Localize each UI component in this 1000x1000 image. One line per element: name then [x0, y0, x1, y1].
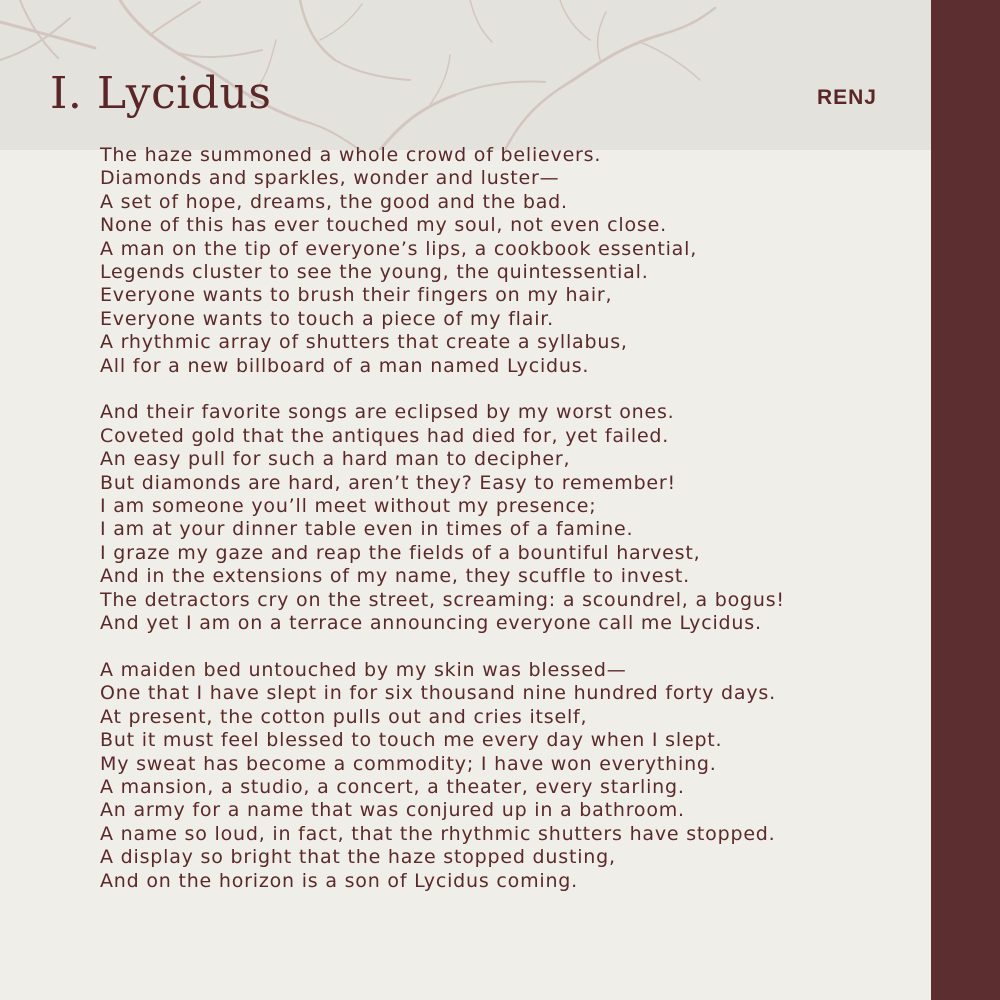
stanza-2 [100, 401, 900, 635]
poem-line: A rhythmic array of shutters that create a syllabus, [100, 331, 628, 354]
poem-line: And their favorite songs are eclipsed by my worst ones. [100, 401, 675, 424]
stanza-3 [100, 659, 900, 893]
poem-line: A man on the tip of everyone’s lips, a cookbook essential, [100, 237, 698, 260]
poem-line: None of this has ever touched my soul, not even close. [100, 214, 667, 237]
poem-line: Everyone wants to touch a piece of my flair. [100, 307, 554, 330]
poem-line: A name so loud, in fact, that the rhythmic shutters have stopped. [100, 822, 776, 845]
poem-line: One that I have slept in for six thousand nine hundred forty days. [100, 682, 776, 705]
author-name: RENJ [816, 86, 877, 109]
poem-line: I graze my gaze and reap the fields of a bountiful harvest, [100, 541, 701, 564]
poem-line: An army for a name that was conjured up in a bathroom. [100, 799, 685, 822]
poem-line: But diamonds are hard, aren’t they? Easy to remember! [100, 471, 676, 494]
poem-line: A set of hope, dreams, the good and the bad. [100, 190, 568, 213]
poem-line: And on the horizon is a son of Lycidus coming. [100, 869, 579, 892]
poem-line: My sweat has become a commodity; I have won everything. [100, 752, 717, 775]
side-color-band [931, 0, 1000, 1000]
header-banner [0, 0, 931, 150]
poem-line: And yet I am on a terrace announcing everyone call me Lycidus. [100, 612, 762, 635]
poem-line: Diamonds and sparkles, wonder and luster— [100, 167, 560, 190]
poem-line: Everyone wants to brush their fingers on my hair, [100, 284, 613, 307]
poem-line: Coveted gold that the antiques had died for, yet failed. [100, 424, 670, 447]
poem-line: And in the extensions of my name, they scuffle to invest. [100, 565, 690, 588]
poem-line: A maiden bed untouched by my skin was blessed— [100, 658, 627, 681]
poem-line: A mansion, a studio, a concert, a theater, every starling. [100, 775, 685, 798]
poem-line: An easy pull for such a hard man to decipher, [100, 448, 571, 471]
stanza-1 [100, 144, 900, 378]
poem-line: The detractors cry on the street, screaming: a scoundrel, a bogus! [100, 588, 785, 611]
poem-line: All for a new billboard of a man named Lycidus. [100, 354, 590, 377]
poem-body [100, 144, 900, 916]
poem-line: But it must feel blessed to touch me every day when I slept. [100, 729, 723, 752]
poem-line: At present, the cotton pulls out and cries itself, [100, 705, 588, 728]
poem-line: A display so bright that the haze stopped dusting, [100, 846, 616, 869]
poem-line: The haze summoned a whole crowd of believers. [100, 144, 602, 166]
poem-line: I am at your dinner table even in times of a famine. [100, 518, 634, 541]
poem-line: Legends cluster to see the young, the quintessential. [100, 261, 649, 284]
poem-line: I am someone you’ll meet without my presence; [100, 495, 597, 518]
poem-title: I. Lycidus [50, 68, 272, 119]
